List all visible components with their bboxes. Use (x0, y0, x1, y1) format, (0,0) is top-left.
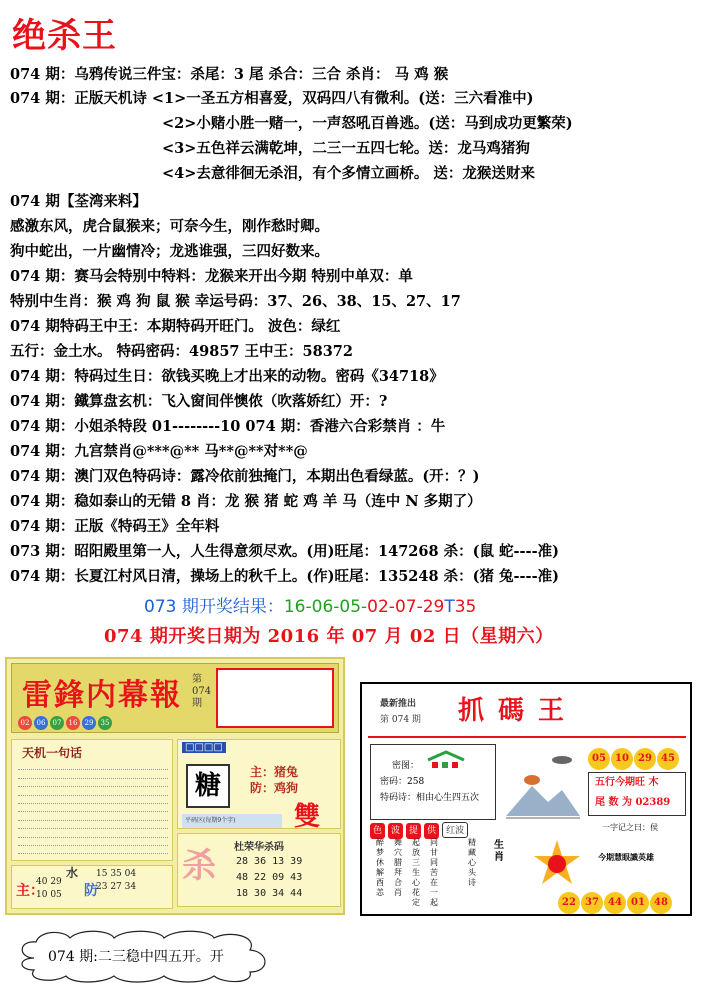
newspaper-header (11, 663, 339, 733)
shuang-character: 雙 (294, 802, 321, 832)
zhu-fang-box (11, 865, 173, 909)
page-title: 绝杀王 (12, 16, 117, 56)
article-line: 074 期：小姐杀特段 01--------10 074 期：香港六合彩禁肖 ：牛 (10, 418, 446, 435)
article-line: 074 期：乌鸦传说三件宝：杀尾：3 尾 杀合：三合 杀肖： 马 鸡 猴 (10, 66, 449, 83)
article-line: 074 期：特码过生日：欲钱买晚上才出来的动物。密码《34718》 (10, 368, 444, 385)
article-line: 074 期：赛马会特别中特料：龙猴来开出今期 特别中单双：单 (10, 268, 413, 285)
article-line: <3>五色祥云满乾坤，二三一五四七轮。送：龙马鸡猪狗 (162, 140, 530, 157)
number-ball: 29 (634, 748, 656, 770)
article-line: 074 期：稳如泰山的无错 8 肖：龙 猴 猪 蛇 鸡 羊 马（连中 N 多期了） (10, 493, 482, 510)
article-line: 073 期：昭阳殿里第一人，人生得意须尽欢。(用)旺尾：147268 杀：(鼠 蛇----准) (10, 543, 559, 560)
number-ball: 48 (650, 892, 672, 914)
wuxing-line: 五行今期旺 木 (595, 777, 659, 788)
top-balls (588, 746, 680, 770)
number-ball: 06 (34, 716, 48, 730)
fang-numbers: 15 35 04 23 27 34 (96, 869, 137, 892)
result-special-number: 35 (454, 597, 477, 617)
zhu-label: 主： (16, 883, 44, 899)
bird-landscape-icon (502, 746, 582, 824)
pingma-box-title: □□□□ (182, 742, 226, 753)
color-tags (370, 818, 471, 839)
newspaper-issue: 第074期 (192, 674, 212, 709)
leifeng-newspaper-image (5, 657, 345, 915)
wuxing-note (588, 772, 686, 816)
zhuama-title: 抓碼王 (458, 696, 579, 726)
article-line: 特别中生肖：猴 鸡 狗 鼠 猴 幸运号码：37、26、38、15、27、17 (10, 293, 461, 310)
pingma-label: 平码区(每期9个字) (182, 814, 282, 828)
number-ball: 01 (627, 892, 649, 914)
article-line: 074 期：鐵算盘玄机：飞入窗间伴懊侬（吹落娇红）开：? (10, 393, 388, 410)
result-t-letter: T (444, 597, 455, 617)
shengxiao-label: 生肖 (494, 840, 504, 863)
bubble-text: 074 期:二三稳中四五开。开 (48, 949, 224, 965)
article-line: 狗中蛇出，一片幽情冷；龙逃谁强，三四好数来。 (10, 243, 329, 260)
kill-code-numbers: 28 36 13 39 48 22 09 43 18 30 34 44 (236, 856, 303, 899)
article-line: 074 期特码王中王：本期特码开旺门。 波色：绿红 (10, 318, 341, 335)
tang-character: 糖 (186, 764, 230, 808)
code-poem: 特码诗：相由心生四五次 (380, 793, 480, 803)
kill-code-box (177, 833, 341, 907)
tag-ti: 提 (406, 823, 421, 839)
zhuama-issue: 第 074 期 (380, 715, 421, 725)
article-line: 五行：金土水。 特码密码：49857 王中王：58372 (10, 343, 353, 360)
zhu-text: 主：猪兔 (250, 765, 299, 779)
number-ball: 29 (82, 716, 96, 730)
newspaper-title: 雷鋒内幕報 (22, 678, 182, 713)
result-line (144, 592, 476, 617)
kill-code-title: 杜荣华杀码 (234, 842, 284, 853)
bottom-balls (558, 890, 673, 914)
yizi-label: 一字记之曰：侯 (602, 823, 658, 832)
result-red-numbers: 02-07-29 (367, 597, 445, 617)
tianji-title: 天机一句话 (22, 746, 83, 760)
header-divider (368, 736, 686, 738)
number-ball: 02 (18, 716, 32, 730)
zhu-numbers: 40 29 10 05 (36, 877, 62, 900)
number-ball: 44 (604, 892, 626, 914)
tag-hongbo: 红波 (442, 822, 468, 838)
result-green-numbers: 16-06-05- (283, 597, 368, 617)
green-red-logo-icon (426, 750, 466, 770)
newspaper-blank-box (216, 668, 334, 728)
number-ball: 45 (657, 748, 679, 770)
sha-character: 杀 (182, 846, 216, 886)
number-ball: 07 (50, 716, 64, 730)
tag-se: 色 (370, 823, 385, 839)
number-ball: 37 (581, 892, 603, 914)
article-line: 074 期：长夏江村风日清，操场上的秋千上。(作)旺尾：135248 杀：(猪 兔----准) (10, 568, 559, 585)
number-ball: 16 (66, 716, 80, 730)
pingma-box (177, 739, 341, 832)
shui-label: 水 (66, 866, 79, 880)
number-ball: 35 (98, 716, 112, 730)
yingxiong-label: 今期慧眼識英雄 (598, 852, 654, 862)
article-line: 074 期：九宫禁肖@***@** 马**@**对**@ (10, 443, 308, 460)
number-ball: 22 (558, 892, 580, 914)
tianji-box (11, 739, 173, 861)
draw-date-line: 074 期开奖日期为 2016 年 07 月 02 日（星期六） (104, 626, 554, 647)
tail-line: 尾 数 为 02389 (595, 797, 671, 808)
new-label: 最新推出 (380, 699, 417, 709)
number-ball: 05 (588, 748, 610, 770)
article-line: 感激东风，虎合鼠猴来；可奈今生，刚作愁时卿。 (10, 218, 329, 235)
vertical-poem-columns: 醉梦休解酉恙 舞穴腊拜合肖 起放三生心花定 同甘同苦在一起 精藏心头诗 (376, 838, 476, 907)
number-ball: 10 (611, 748, 633, 770)
article-line: 074 期：澳门双色特码诗：露冷依前独掩门，本期出色看绿蓝。(开：？) (10, 468, 480, 485)
mimi-label: 密图： (392, 761, 420, 771)
article-line: <2>小赌小胜一赌一，一声怒吼百兽逃。(送：马到成功更繁荣) (162, 115, 573, 132)
tianji-rows (18, 762, 168, 854)
article-line: 074 期：正版《特码王》全年料 (10, 518, 220, 535)
article-line: <4>去意徘徊无杀泪，有个多情立画桥。 送：龙猴送财来 (162, 165, 535, 182)
fang-text: 防：鸡狗 (250, 781, 299, 795)
tag-bo: 波 (388, 823, 403, 839)
result-label: 073 期开奖结果： (144, 597, 284, 617)
sun-dragon-icon (532, 838, 582, 888)
tag-gong: 供 (424, 823, 439, 839)
fang-label: 防 (84, 883, 98, 899)
zhuama-wang-image (360, 682, 692, 916)
article-line: 074 期：正版天机诗 <1>一圣五方相喜爱，双码四八有微利。(送：三六看准中) (10, 90, 534, 107)
zhu-fang-text (250, 764, 298, 796)
newspaper-balls (18, 716, 114, 730)
code-text: 密码：258 (380, 777, 425, 787)
article-line: 074 期【荃湾来料】 (10, 193, 147, 210)
